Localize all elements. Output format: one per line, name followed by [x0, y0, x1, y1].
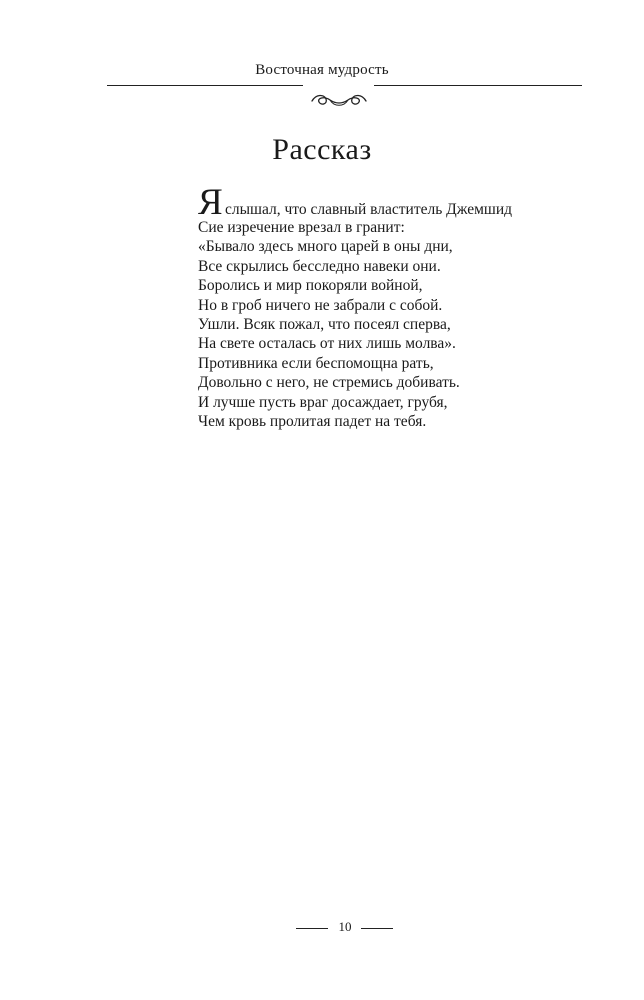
poem-line: Довольно с него, не стремись добивать.	[198, 374, 460, 392]
poem-first-line-text: слышал, что славный властитель Джемшид	[225, 201, 513, 218]
poem-line: Все скрылись бесследно навеки они.	[198, 257, 441, 275]
poem-line: И лучше пусть враг досаждает, грубя,	[198, 393, 448, 411]
flourish-ornament-icon	[308, 90, 370, 112]
poem-line: На свете осталась от них лишь молва».	[198, 335, 456, 353]
poem-line: Но в гроб ничего не забрали с собой.	[198, 296, 443, 314]
poem-line: Боролись и мир покоряли войной,	[198, 277, 423, 295]
page-number: 10	[338, 919, 352, 934]
footer-rule-left	[296, 928, 328, 929]
running-header-title: Восточная мудрость	[255, 62, 389, 78]
poem-line: Ушли. Всяк пожал, что посеял сперва,	[198, 316, 451, 334]
poem-line: «Бывало здесь много царей в оны дни,	[198, 238, 453, 256]
poem-line: Противника если беспомощна рать,	[198, 354, 434, 372]
poem-line: Сие изречение врезал в гранит:	[198, 219, 405, 236]
poem-line: Чем кровь пролитая падет на тебя.	[198, 413, 427, 431]
header-rule-left	[107, 85, 303, 86]
poem-text	[198, 182, 598, 431]
drop-cap: Я	[198, 182, 223, 223]
chapter-title: Рассказ	[272, 133, 372, 166]
header-rule-right	[374, 85, 582, 86]
footer-rule-right	[361, 928, 393, 929]
poem-first-line	[198, 182, 598, 223]
